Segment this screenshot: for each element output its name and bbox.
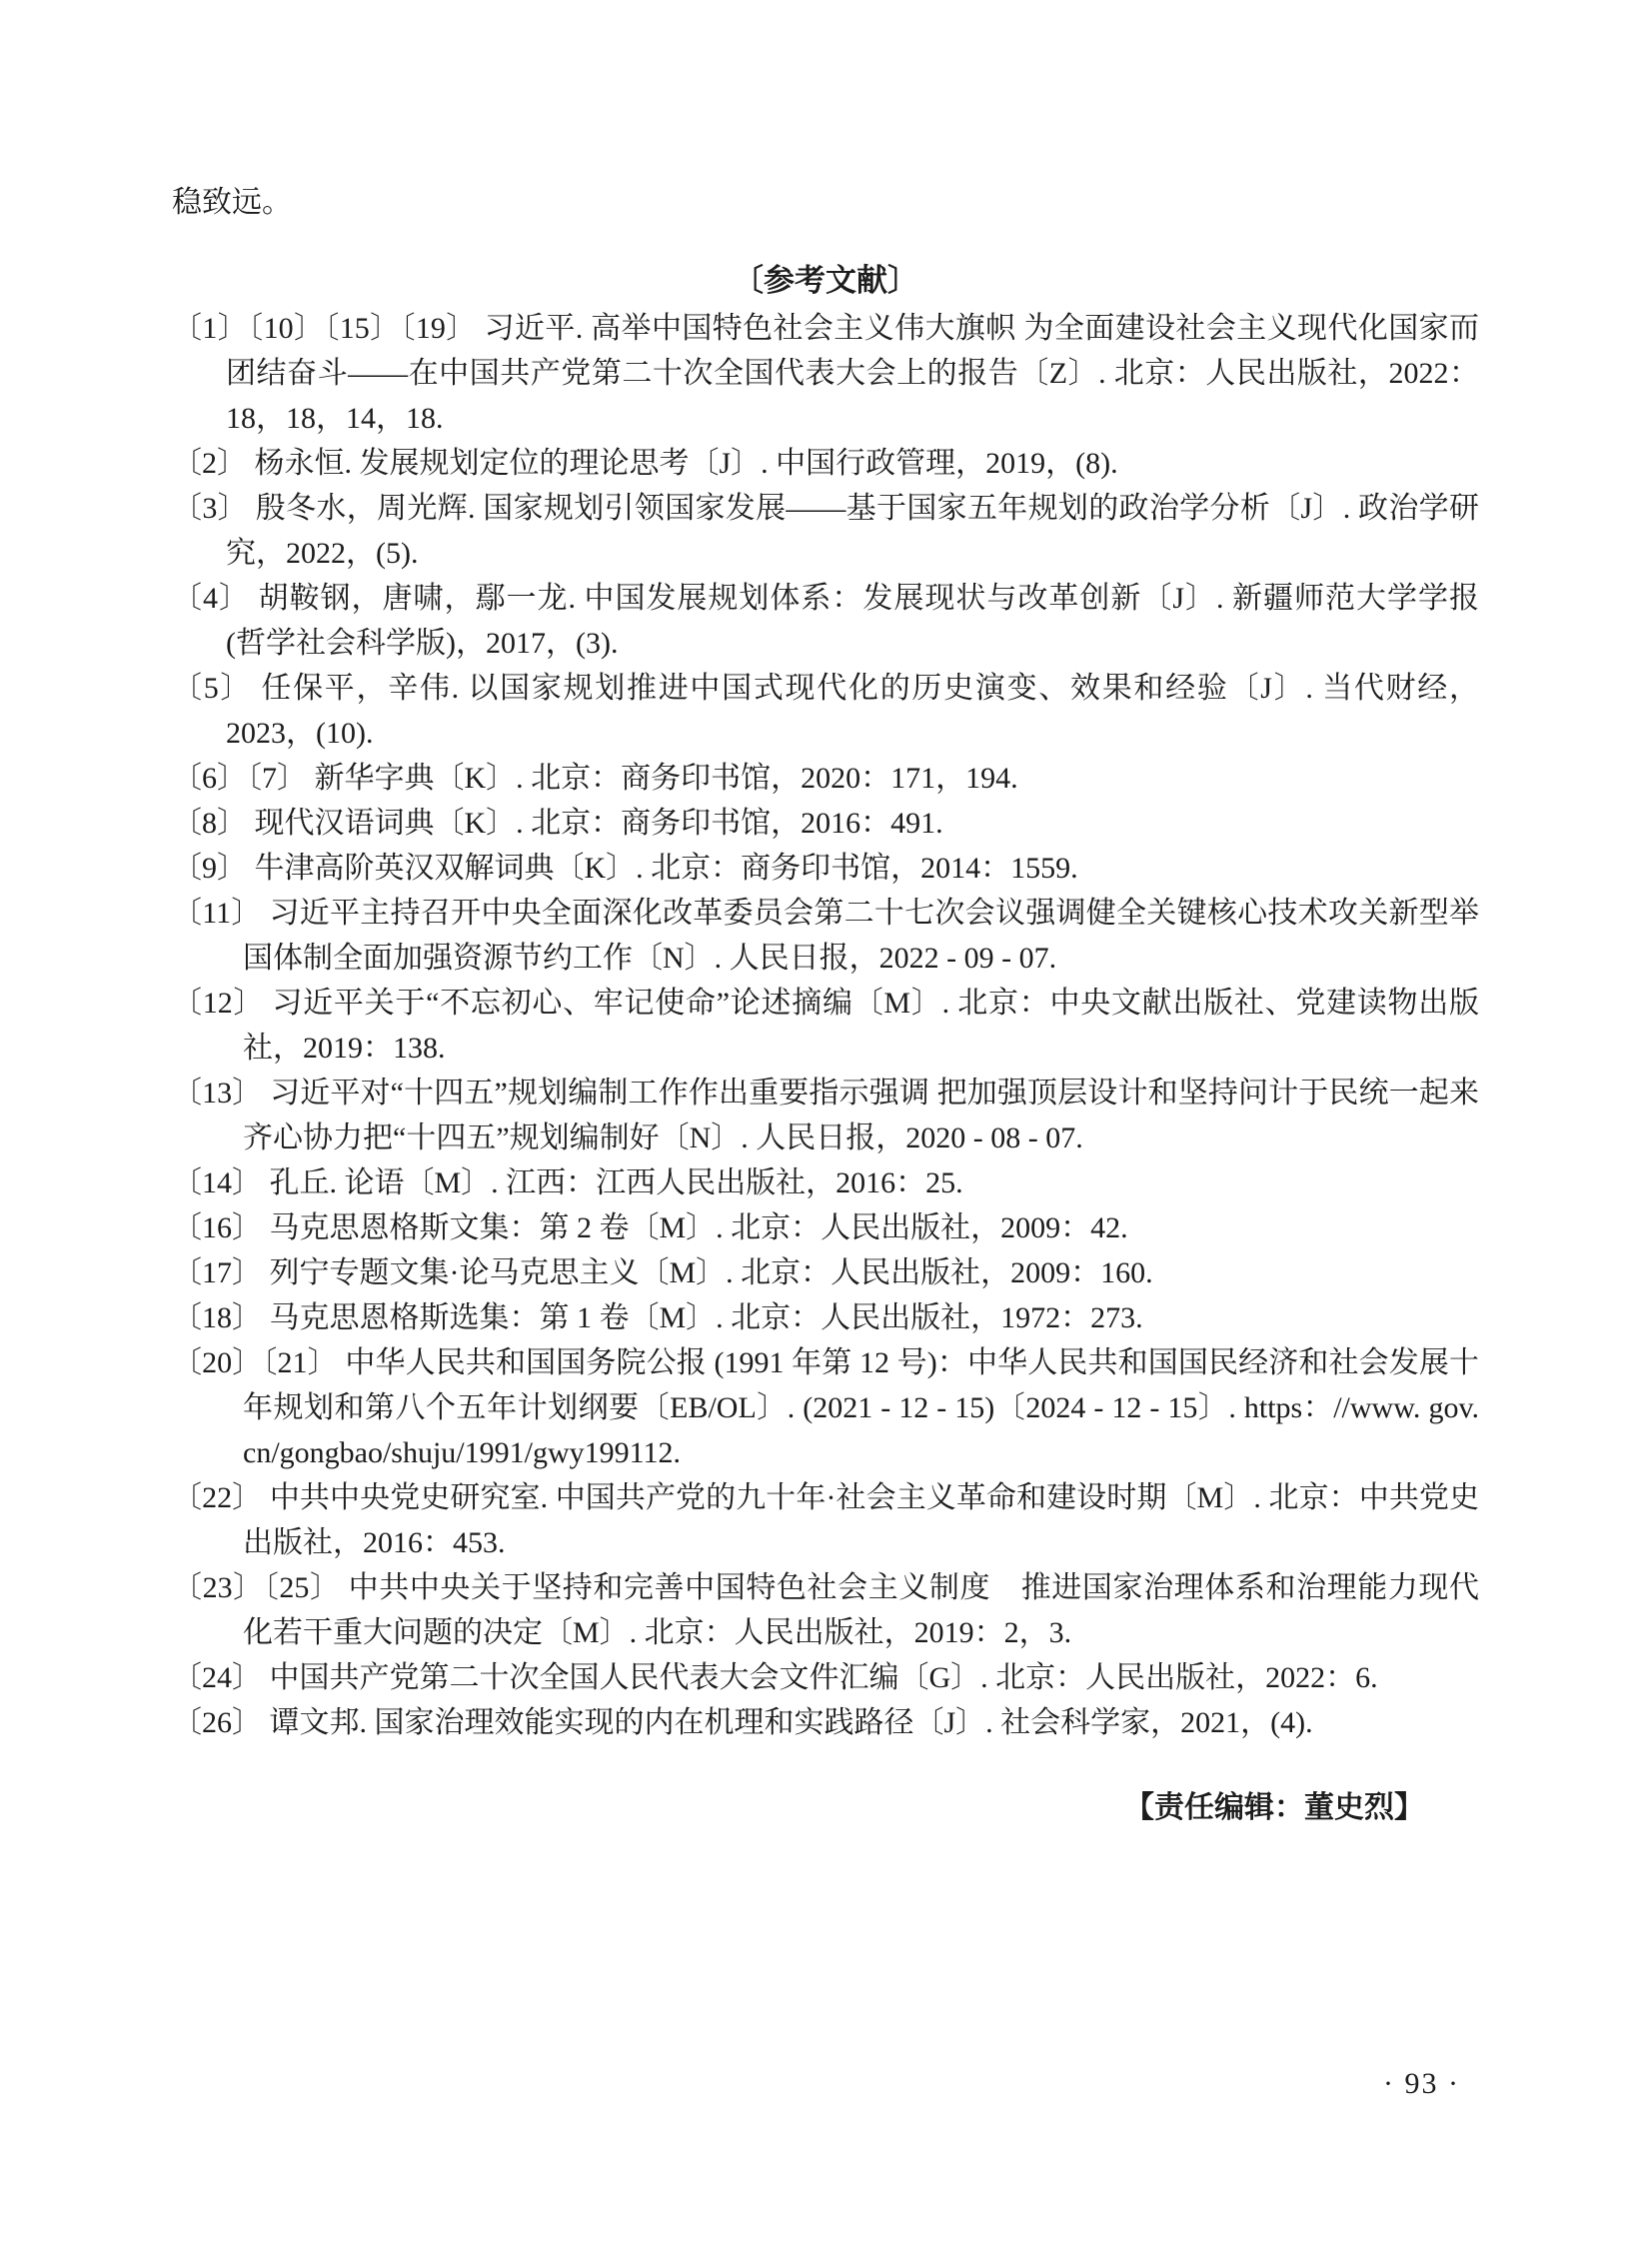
reference-item <box>172 1565 1479 1655</box>
reference-text: 中国共产党第二十次全国人民代表大会文件汇编〔G〕. 北京：人民出版社，2022：6. <box>262 1661 1378 1694</box>
reference-label: 〔11〕 <box>172 897 262 930</box>
reference-label: 〔6〕〔7〕 <box>172 762 307 795</box>
reference-label: 〔20〕〔21〕 <box>172 1346 338 1379</box>
reference-text: 习近平对“十四五”规划编制工作作出重要指示强调 把加强顶层设计和坚持问计于民统一起来 齐心协力把“十四五”规划编制好〔N〕. 人民日报，2020 - 08 - 07. <box>243 1077 1480 1154</box>
reference-label: 〔22〕 <box>172 1481 263 1514</box>
reference-label: 〔3〕 <box>172 492 248 525</box>
reference-text: 殷冬水，周光辉. 国家规划引领国家发展——基于国家五年规划的政治学分析〔J〕. 政治学研究，2022，(5). <box>226 492 1479 570</box>
reference-text: 列宁专题文集·论马克思主义〔M〕. 北京：人民出版社，2009：160. <box>262 1256 1153 1289</box>
references-heading: 〔参考文献〕 <box>733 263 918 298</box>
reference-label: 〔2〕 <box>172 447 247 480</box>
reference-item <box>172 756 1479 801</box>
page-number: · 93 · <box>1383 2067 1460 2100</box>
reference-label: 〔14〕 <box>172 1166 262 1199</box>
reference-item <box>172 1475 1479 1565</box>
references-list <box>172 306 1479 1745</box>
reference-text: 中共中央党史研究室. 中国共产党的九十年·社会主义革命和建设时期〔M〕. 北京：中共党史出版社，2016：453. <box>243 1481 1480 1559</box>
reference-item <box>172 1205 1479 1250</box>
reference-text: 牛津高阶英汉双解词典〔K〕. 北京：商务印书馆，2014：1559. <box>247 852 1078 885</box>
reference-text: 习近平关于“不忘初心、牢记使命”论述摘编〔M〕. 北京：中央文献出版社、党建读物出版社，2019：138. <box>243 987 1480 1065</box>
reference-text: 习近平. 高举中国特色社会主义伟大旗帜 为全面建设社会主义现代化国家而团结奋斗——在中国共产党第二十次全国代表大会上的报告〔Z〕. 北京：人民出版社，2022：18，18，14，18. <box>226 312 1480 435</box>
reference-text: 现代汉语词典〔K〕. 北京：商务印书馆，2016：491. <box>247 807 943 840</box>
reference-label: 〔17〕 <box>172 1256 262 1289</box>
reference-label: 〔9〕 <box>172 852 247 885</box>
reference-label: 〔24〕 <box>172 1661 262 1694</box>
paragraph-continuation: 稳致远。 <box>172 186 292 219</box>
reference-text: 新华字典〔K〕. 北京：商务印书馆，2020：171，194. <box>307 762 1018 795</box>
reference-item <box>172 891 1479 981</box>
reference-label: 〔4〕 <box>172 582 250 615</box>
reference-label: 〔8〕 <box>172 807 247 840</box>
reference-text: 马克思恩格斯选集：第 1 卷〔M〕. 北京：人民出版社，1972：273. <box>262 1301 1143 1334</box>
reference-text: 习近平主持召开中央全面深化改革委员会第二十七次会议强调健全关键核心技术攻关新型举国体制全面加强资源节约工作〔N〕. 人民日报，2022 - 09 - 07. <box>243 897 1480 975</box>
reference-text: 马克思恩格斯文集：第 2 卷〔M〕. 北京：人民出版社，2009：42. <box>262 1211 1128 1244</box>
reference-text: 孔丘. 论语〔M〕. 江西：江西人民出版社，2016：25. <box>262 1166 963 1199</box>
reference-label: 〔16〕 <box>172 1211 262 1244</box>
reference-label: 〔5〕 <box>172 672 253 705</box>
reference-item <box>172 306 1479 441</box>
reference-text: 任保平，辛伟. 以国家规划推进中国式现代化的历史演变、效果和经验〔J〕. 当代财经，2023，(10). <box>226 672 1479 750</box>
reference-text: 中共中央关于坚持和完善中国特色社会主义制度 推进国家治理体系和治理能力现代化若干重大问题的决定〔M〕. 北京：人民出版社，2019：2，3. <box>243 1571 1480 1649</box>
reference-item <box>172 576 1479 666</box>
reference-item <box>172 1700 1479 1745</box>
reference-item <box>172 1295 1479 1340</box>
editor-note: 【责任编辑：董史烈】 <box>1124 1791 1424 1824</box>
reference-item <box>172 1071 1479 1160</box>
reference-item <box>172 486 1479 576</box>
reference-label: 〔12〕 <box>172 987 265 1020</box>
reference-item <box>172 981 1479 1071</box>
reference-label: 〔26〕 <box>172 1706 262 1739</box>
reference-item <box>172 1160 1479 1205</box>
reference-text: 杨永恒. 发展规划定位的理论思考〔J〕. 中国行政管理，2019，(8). <box>247 447 1118 480</box>
reference-label: 〔18〕 <box>172 1301 262 1334</box>
reference-item <box>172 441 1479 486</box>
reference-text: 中华人民共和国国务院公报 (1991 年第 12 号)：中华人民共和国国民经济和社会发展十年规划和第八个五年计划纲要〔EB/OL〕. (2021 - 12 - 15)〔2024 - 12 - 15〕. https：//www. gov. cn/gongbao/shuju/1991/gwy199112. <box>243 1346 1480 1469</box>
reference-label: 〔13〕 <box>172 1077 263 1110</box>
reference-item <box>172 1655 1479 1700</box>
reference-item <box>172 801 1479 846</box>
reference-text: 胡鞍钢，唐啸，鄢一龙. 中国发展规划体系：发展现状与改革创新〔J〕. 新疆师范大学学报 (哲学社会科学版)，2017，(3). <box>226 582 1479 660</box>
reference-text: 谭文邦. 国家治理效能实现的内在机理和实践路径〔J〕. 社会科学家，2021，(4). <box>262 1706 1313 1739</box>
reference-item <box>172 1250 1479 1295</box>
reference-label: 〔23〕〔25〕 <box>172 1571 341 1604</box>
reference-item <box>172 846 1479 891</box>
reference-item <box>172 1340 1479 1475</box>
reference-label: 〔1〕〔10〕〔15〕〔19〕 <box>172 312 477 345</box>
reference-item <box>172 666 1479 756</box>
